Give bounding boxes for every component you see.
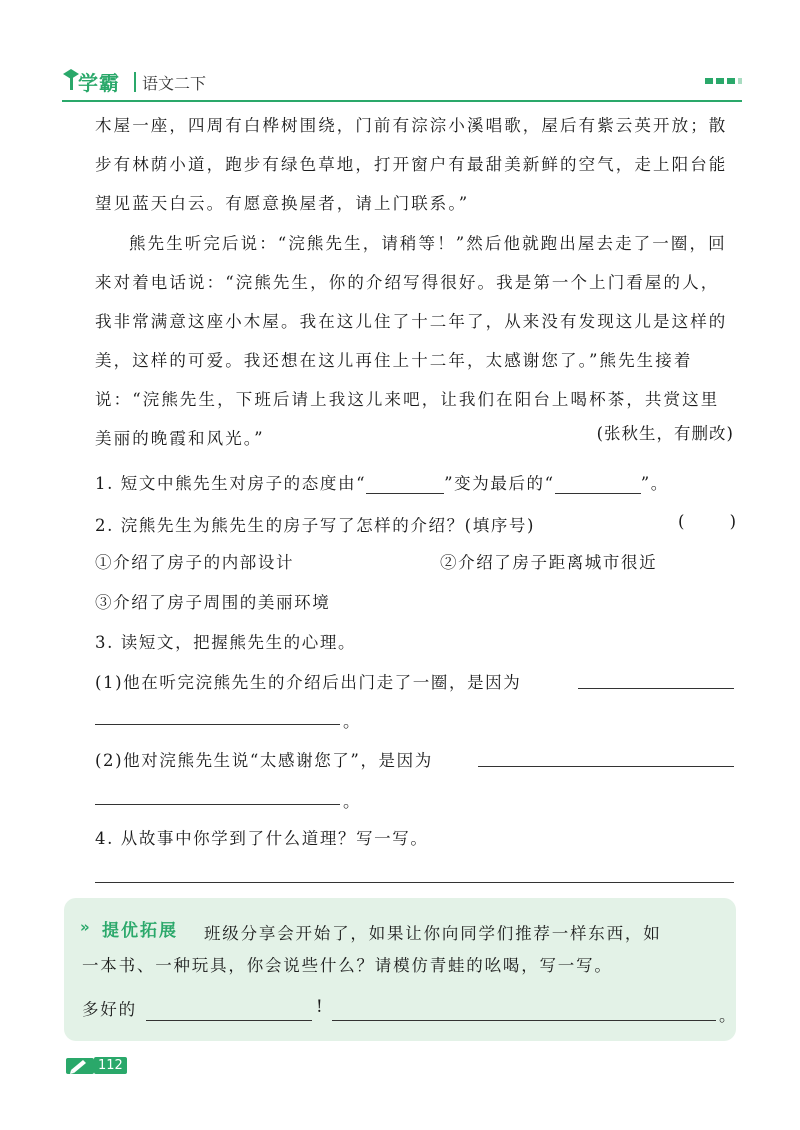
question-3-2: (2)他对浣熊先生说“太感谢您了”，是因为 <box>95 751 433 770</box>
extension-box <box>64 898 736 1041</box>
extension-blank-2[interactable] <box>332 1020 716 1021</box>
chevron-right-icon: » <box>80 918 90 936</box>
q2-option-3: ③介绍了房子周围的美丽环境 <box>95 593 331 612</box>
extension-text-line-2: 一本书、一种玩具，你会说些什么？请模仿青蛙的吆喝，写一写。 <box>82 956 613 975</box>
q3-1-period: 。 <box>343 712 360 731</box>
q3-2-answer-line-2[interactable] <box>95 804 340 805</box>
header-rule <box>62 100 742 102</box>
q1-blank-2[interactable] <box>555 475 641 494</box>
header-decoration <box>705 78 742 84</box>
q1-blank-1[interactable] <box>366 475 444 494</box>
q2-answer-box[interactable]: ( ) <box>678 512 757 531</box>
question-3: 3. 读短文，把握熊先生的心理。 <box>95 633 357 652</box>
q3-1-answer-line-1[interactable] <box>578 688 734 689</box>
page-number-tab <box>66 1056 123 1076</box>
extension-exclaim: ! <box>316 997 323 1016</box>
q4-answer-line[interactable] <box>95 882 734 883</box>
question-1: 1. 短文中熊先生对房子的态度由“ ”变为最后的“ ”。 <box>95 474 669 493</box>
extension-title: 提优拓展 <box>102 921 178 941</box>
q2-option-2: ②介绍了房子距离城市很近 <box>440 553 658 572</box>
subject-label: 语文二下 <box>142 74 207 93</box>
extension-period: 。 <box>719 1006 736 1025</box>
question-4: 4. 从故事中你学到了什么道理？写一写。 <box>95 829 429 848</box>
page-header <box>62 64 742 98</box>
extension-answer-row <box>82 996 137 1020</box>
pencil-icon <box>66 1056 94 1076</box>
q2-option-1: ①介绍了房子的内部设计 <box>95 553 295 572</box>
page-number: 112 <box>94 1057 127 1074</box>
question-2: 2. 浣熊先生为熊先生的房子写了怎样的介绍？(填序号) <box>95 516 536 535</box>
passage-source: (张秋生，有删改) <box>596 424 734 443</box>
q3-1-answer-line-2[interactable] <box>95 724 340 725</box>
passage-paragraph-2: 熊先生听完后说：“浣熊先生，请稍等！”然后他就跑出屋去走了一圈，回来对着电话说：“浣熊先生，你的介绍写得很好。我是第一个上门看屋的人，我非常满意这座小木屋。我在这儿住了十二年了，从来没有发现这儿是这样的美，这样的可爱。我还想在这儿再住上十二年，太感谢您了。”熊先生接着说：“浣熊先生，下班后请上我这儿来吧，让我们在阳台上喝杯茶，共赏这里美丽的晚霞和风光。” <box>95 234 728 448</box>
passage-paragraph-1: 木屋一座，四周有白桦树围绕，门前有淙淙小溪唱歌，屋后有紫云英开放；散步有林荫小道，跑步有绿色草地，打开窗户有最甜美新鲜的空气，走上阳台能望见蓝天白云。有愿意换屋者，请上门联系。” <box>95 116 728 213</box>
q3-2-answer-line-1[interactable] <box>478 766 734 767</box>
header-divider <box>134 72 136 92</box>
question-3-1: (1)他在听完浣熊先生的介绍后出门走了一圈，是因为 <box>95 673 522 692</box>
extension-prompt: 多好的 <box>82 1000 137 1019</box>
q3-2-period: 。 <box>343 792 360 811</box>
extension-blank-1[interactable] <box>146 1020 312 1021</box>
extension-text-line-1: 班级分享会开始了，如果让你向同学们推荐一样东西，如 <box>204 924 662 943</box>
brand-logo: 学霸 <box>78 71 120 95</box>
